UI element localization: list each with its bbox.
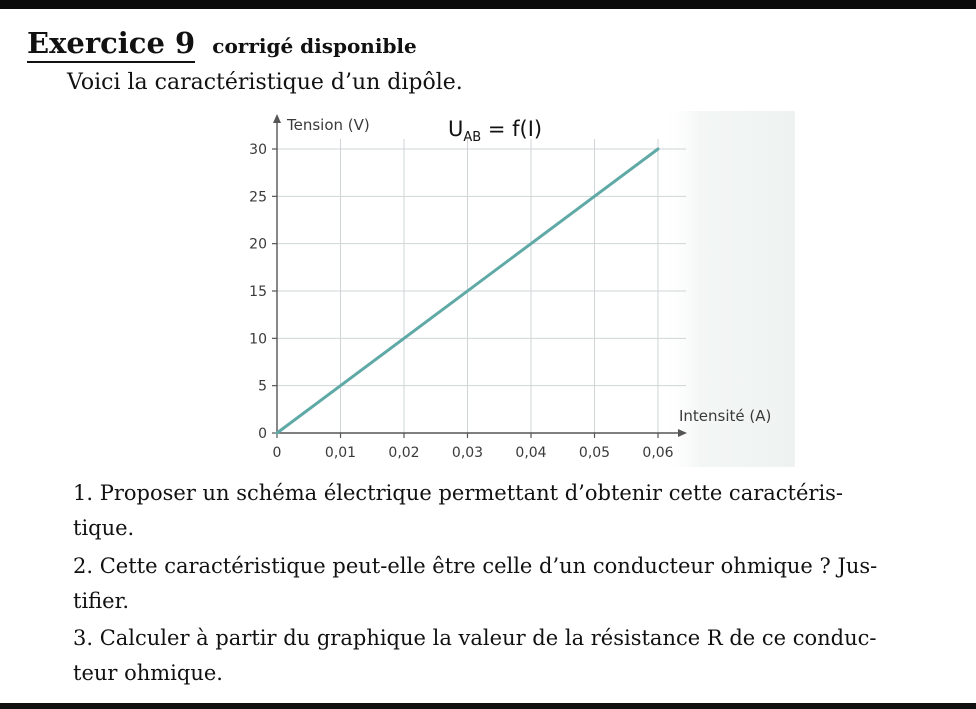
y-tick-label: 5: [258, 378, 267, 395]
y-axis-label: Tension (V): [287, 116, 370, 134]
x-tick-label: 0,05: [578, 445, 611, 461]
x-tick-label: 0,01: [324, 445, 357, 461]
x-tick-label: 0: [272, 445, 282, 461]
y-tick-label: 15: [249, 284, 267, 300]
x-axis-label: Intensité (A): [679, 407, 772, 425]
y-axis-arrow: [273, 114, 281, 123]
chart-title-subscript: AB: [463, 130, 482, 145]
exercise-title: Exercice 9: [27, 26, 195, 63]
question-3: 3. Calculer à partir du graphique la valeur de la résistance R de ce conduc- teur ohmique.: [73, 626, 877, 686]
chart-title-rest: = f(I): [481, 117, 543, 141]
y-tick-label: 0: [258, 426, 267, 442]
chart-svg: [230, 105, 805, 475]
x-tick-label: 0,02: [388, 445, 420, 461]
questions-list: [73, 476, 965, 694]
chart-title: [448, 117, 542, 145]
question-1: 1. Proposer un schéma électrique permettant d’obtenir cette caractéris- tique.: [73, 481, 844, 541]
top-border: [0, 0, 976, 9]
x-tick-label: 0,03: [451, 445, 484, 461]
question-2: 2. Cette caractéristique peut-elle être celle d’un conducteur ohmique ? Jus- tifier.: [73, 553, 878, 613]
y-tick-label: 30: [249, 142, 267, 158]
y-tick-label: 10: [249, 331, 267, 348]
bottom-border: [0, 703, 976, 709]
intro-text: Voici la caractéristique d’un dipôle.: [67, 70, 463, 95]
y-tick-label: 25: [249, 189, 267, 206]
exercise-subtitle: corrigé disponible: [212, 34, 417, 58]
x-tick-label: 0,04: [515, 445, 547, 461]
x-tick-label: 0,06: [642, 445, 674, 461]
characteristic-chart: [230, 105, 805, 475]
exercise-header: [27, 26, 417, 63]
chart-title-main: U: [448, 117, 464, 141]
y-tick-label: 20: [249, 236, 267, 253]
